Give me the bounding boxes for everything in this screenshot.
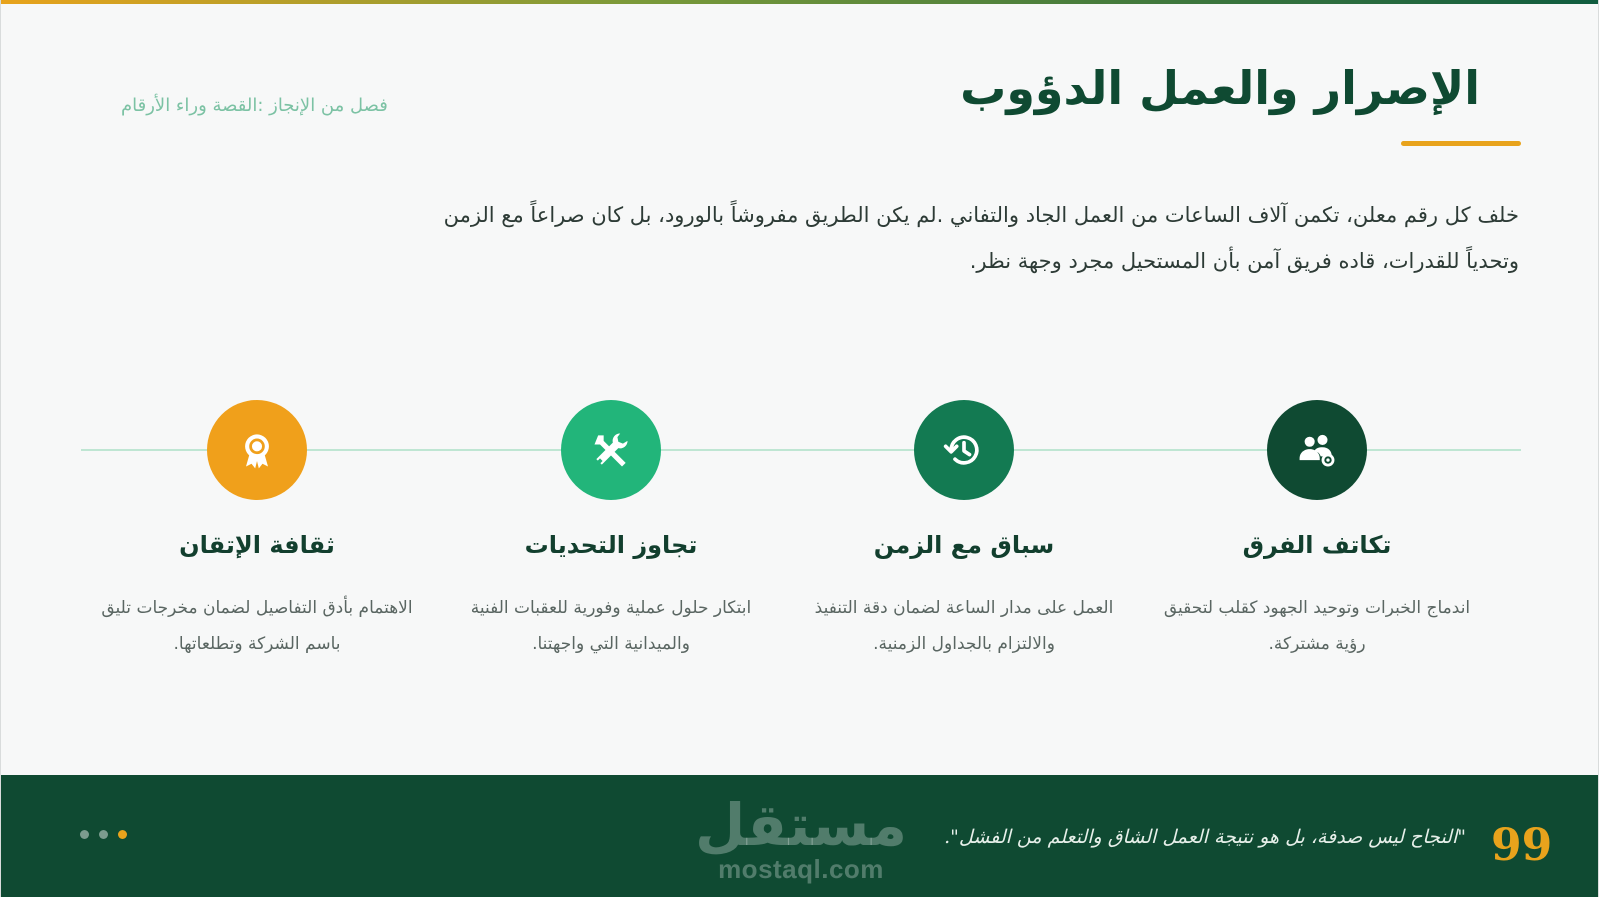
step-title: تجاوز التحديات (524, 531, 698, 559)
step-description: الاهتمام بأدق التفاصيل لضمان مخرجات تليق باسم الشركة وتطلعاتها. (101, 598, 413, 654)
page-title: الإصرار والعمل الدؤوب (960, 61, 1480, 115)
step-title: ثقافة الإتقان (179, 531, 335, 559)
pagination-dot[interactable] (80, 830, 89, 839)
quote-mark-icon: 99 (1491, 820, 1553, 871)
step-description: العمل على مدار الساعة لضمان دقة التنفيذ والالتزام بالجداول الزمنية. (814, 598, 1114, 654)
pagination-dot-active[interactable] (118, 830, 127, 839)
step-description: اندماج الخبرات وتوحيد الجهود كقلب لتحقيق رؤية مشتركة. (1163, 598, 1471, 654)
brand-url: mostaql.com (718, 854, 884, 884)
step-title: سباق مع الزمن (873, 531, 1055, 559)
intro-paragraph: خلف كل رقم معلن، تكمن آلاف الساعات من العمل الجاد والتفاني .لم يكن الطريق مفروشاً بالورود، بل كان صراعاً مع الزمن وتحدياً للقدرات، قاده فريق آمن بأن المستحيل مجرد وجهة نظر. (443, 203, 1519, 273)
pagination-dot[interactable] (99, 830, 108, 839)
tools-icon (589, 428, 633, 472)
slide-pagination (80, 830, 127, 839)
step-icon-circle (914, 400, 1014, 500)
step-icon-circle (1267, 400, 1367, 500)
award-icon (235, 428, 279, 472)
step-icon-circle (561, 400, 661, 500)
history-clock-icon (942, 428, 986, 472)
step-icon-circle (207, 400, 307, 500)
team-gear-icon (1295, 428, 1339, 472)
step-title: تكاتف الفرق (1242, 531, 1392, 559)
step-description: ابتكار حلول عملية وفورية للعقبات الفنية والميدانية التي واجهتنا. (470, 598, 752, 654)
page-subtitle: فصل من الإنجاز :القصة وراء الأرقام (121, 95, 388, 116)
brand-watermark (691, 791, 911, 885)
title-underline (1401, 141, 1521, 146)
top-accent-bar (1, 0, 1599, 4)
footer-quote: "النجاح ليس صدفة، بل هو نتيجة العمل الشاق والتعلم من الفشل". (944, 826, 1466, 848)
brand-arabic: مستقل (694, 791, 908, 859)
